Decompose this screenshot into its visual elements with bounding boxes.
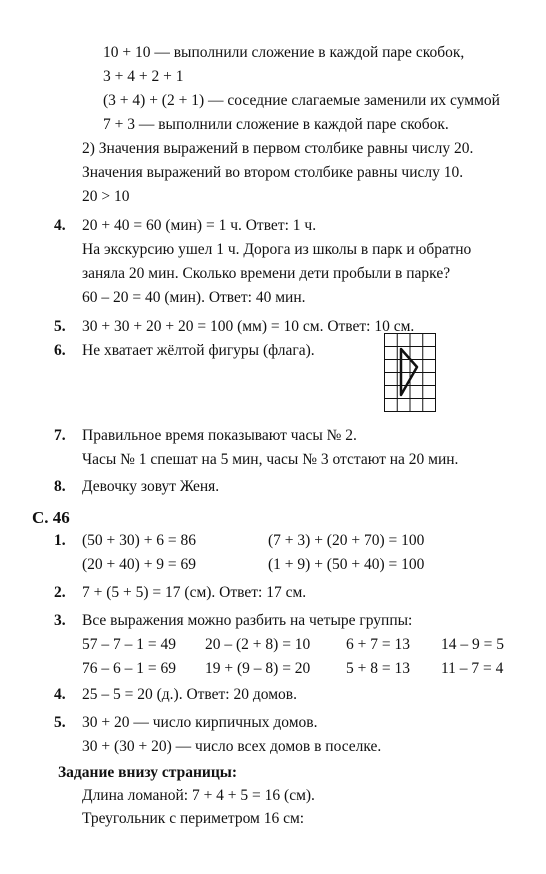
text-line: 19 + (9 – 8) = 20 (205, 660, 311, 677)
text-line: Девочку зовут Женя. (82, 478, 220, 495)
text-line: 14 – 9 = 5 (441, 636, 504, 653)
text-line: 11 – 7 = 4 (441, 660, 504, 677)
text-line: (7 + 3) + (20 + 70) = 100 (268, 532, 425, 549)
text-line: 76 – 6 – 1 = 69 (82, 660, 176, 677)
text-line: Треугольник с периметром 16 см: (82, 810, 305, 827)
text-line: 10 + 10 — выполнили сложение в каждой паре скобок, (103, 44, 465, 61)
item-number: 5. (54, 714, 66, 731)
text-line: заняла 20 мин. Сколько времени дети пробыли в парке? (82, 265, 451, 282)
text-line: 25 – 5 = 20 (д.). Ответ: 20 домов. (82, 686, 297, 703)
text-line: 7 + 3 — выполнили сложение в каждой паре скобок. (103, 116, 449, 133)
text-line: 57 – 7 – 1 = 49 (82, 636, 176, 653)
text-line: 7 + (5 + 5) = 17 (см). Ответ: 17 см. (82, 584, 307, 601)
text-line: (3 + 4) + (2 + 1) — соседние слагаемые заменили их суммой (103, 92, 500, 109)
item-number: 3. (54, 612, 66, 629)
item-number: 7. (54, 427, 66, 444)
text-line: 20 > 10 (82, 188, 130, 205)
text-line: 5 + 8 = 13 (346, 660, 410, 677)
text-line: (50 + 30) + 6 = 86 (82, 532, 197, 549)
item-number: 8. (54, 478, 66, 495)
text-line: 3 + 4 + 2 + 1 (103, 68, 184, 85)
text-line: Значения выражений во втором столбике равны числу 10. (82, 164, 464, 181)
text-line: На экскурсию ушел 1 ч. Дорога из школы в парк и обратно (82, 241, 472, 258)
item-number: 1. (54, 532, 66, 549)
task-heading: Задание внизу страницы: (58, 764, 238, 781)
flag-grid-figure (384, 333, 436, 412)
item-number: 2. (54, 584, 66, 601)
item-number: 4. (54, 686, 66, 703)
text-line: (1 + 9) + (50 + 40) = 100 (268, 556, 425, 573)
text-line: (20 + 40) + 9 = 69 (82, 556, 197, 573)
text-line: Не хватает жёлтой фигуры (флага). (82, 342, 315, 359)
item-number: 4. (54, 217, 66, 234)
text-line: 20 + 40 = 60 (мин) = 1 ч. Ответ: 1 ч. (82, 217, 317, 234)
item-number: 5. (54, 318, 66, 335)
text-line: Длина ломаной: 7 + 4 + 5 = 16 (см). (82, 787, 315, 804)
text-line: 30 + 20 — число кирпичных домов. (82, 714, 318, 731)
text-line: 6 + 7 = 13 (346, 636, 410, 653)
item-number: 6. (54, 342, 66, 359)
text-line: 2) Значения выражений в первом столбике равны числу 20. (82, 140, 474, 157)
text-line: Все выражения можно разбить на четыре группы: (82, 612, 413, 629)
text-line: 30 + (30 + 20) — число всех домов в поселке. (82, 738, 382, 755)
text-line: Правильное время показывают часы № 2. (82, 427, 357, 444)
text-line: 60 – 20 = 40 (мин). Ответ: 40 мин. (82, 289, 306, 306)
text-line: Часы № 1 спешат на 5 мин, часы № 3 отстают на 20 мин. (82, 451, 459, 468)
section-heading: С. 46 (32, 508, 70, 527)
text-line: 30 + 30 + 20 + 20 = 100 (мм) = 10 см. Ответ: 10 см. (82, 318, 415, 335)
text-line: 20 – (2 + 8) = 10 (205, 636, 311, 653)
